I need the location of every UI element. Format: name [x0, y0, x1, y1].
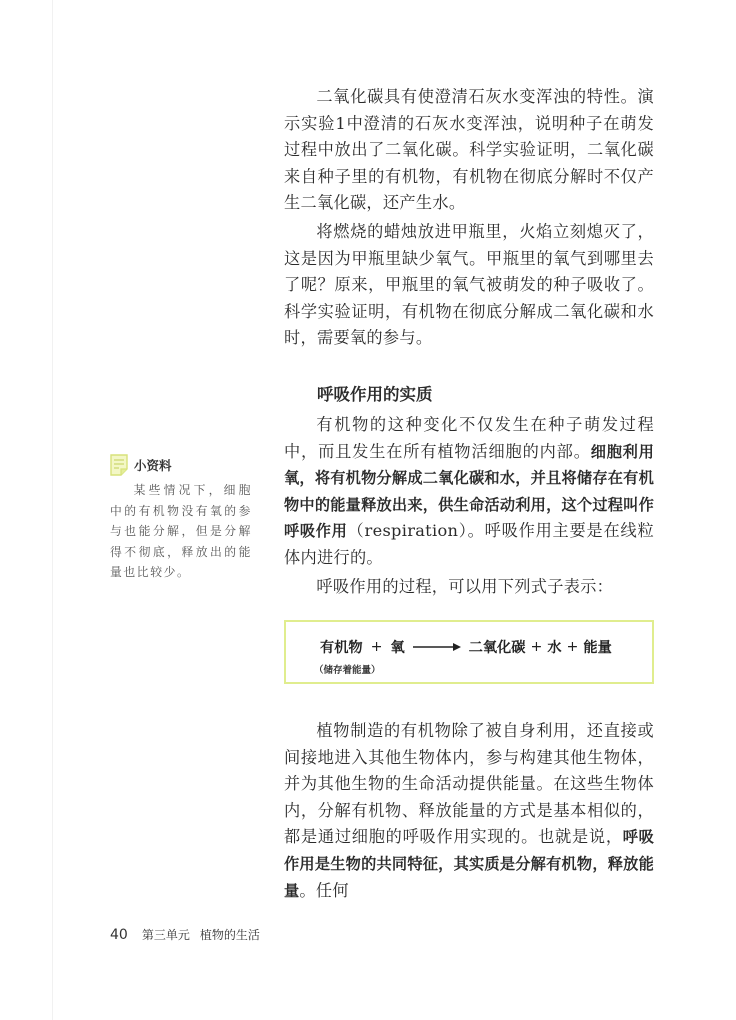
- sidebar-info: [110, 450, 252, 583]
- bold-definition: 细胞利用氧，将有机物分解成二氧化碳和水，并且将储存在有机物中的能量释放出来，供生命活动利用，这个过程叫作呼吸作用: [284, 442, 654, 541]
- paragraph-common-feature: [284, 718, 654, 904]
- formula-box: [284, 620, 654, 684]
- sidebar-title: 小资料: [134, 458, 172, 473]
- formula-plus: +: [566, 639, 579, 656]
- section-title: 呼吸作用的实质: [317, 384, 433, 404]
- sidebar-text: 某些情况下，细胞中的有机物没有氧的参与也能分解，但是分解得不彻底，释放出的能量也比较少。: [110, 483, 252, 580]
- unit-label: 第三单元: [141, 928, 190, 942]
- page-footer: [110, 926, 260, 943]
- text-span: 有机物的这种变化不仅发生在种子萌发过程中，而且发生在所有植物活细胞的内部。: [284, 414, 654, 461]
- formula-reactant-oxygen: 氧: [390, 640, 405, 657]
- formula-plus: +: [530, 639, 543, 656]
- unit-title: 植物的生活: [199, 928, 260, 942]
- page-edge: [52, 0, 53, 1020]
- text-span: 植物制造的有机物除了被自身利用，还直接或间接地进入其他生物体内，参与构建其他生物体，并为其他生物的生命活动提供能量。在这些生物体内，分解有机物、释放能量的方式是基本相似的，都是通过细胞的呼吸作用实现的。也就是说，: [284, 721, 654, 847]
- note-icon: [110, 454, 128, 476]
- bold-essence: 呼吸作用是生物的共同特征，其实质是分解有机物，释放能量: [284, 828, 655, 900]
- formula-equation: [320, 637, 612, 657]
- paragraph-formula-intro: 呼吸作用的过程，可以用下列式子表示：: [316, 576, 614, 596]
- formula-reactant-organic: 有机物: [320, 640, 363, 657]
- formula-product-co2: 二氧化碳: [468, 640, 526, 657]
- main-text: [284, 84, 654, 906]
- sidebar-header: [110, 450, 252, 480]
- paragraph-carbon-dioxide: 二氧化碳具有使澄清石灰水变浑浊的特性。演示实验1中澄清的石灰水变浑浊，说明种子在萌发过程中放出了二氧化碳。科学实验证明，二氧化碳来自种子里的有机物，有机物在彻底分解时不仅产生二氧化碳，还产生水。: [284, 87, 654, 213]
- formula-product-energy: 能量: [583, 640, 612, 657]
- formula-product-water: 水: [547, 640, 562, 657]
- text-span: （respiration）。呼吸作用主要是在线粒体内进行的。: [284, 521, 654, 567]
- paragraph-respiration-definition: [284, 412, 654, 572]
- formula-plus: +: [370, 639, 383, 656]
- formula-note: （储存着能量）: [314, 665, 381, 677]
- paragraph-oxygen: 将燃烧的蜡烛放进甲瓶里，火焰立刻熄灭了，这是因为甲瓶里缺少氧气。甲瓶里的氧气到哪里去了呢？原来，甲瓶里的氧气被萌发的种子吸收了。科学实验证明，有机物在彻底分解成二氧化碳和水时，需要氧的参与。: [284, 221, 654, 348]
- arrow-right-icon: [413, 642, 461, 652]
- page-number: 40: [110, 926, 128, 943]
- text-span: 。任何: [299, 880, 349, 900]
